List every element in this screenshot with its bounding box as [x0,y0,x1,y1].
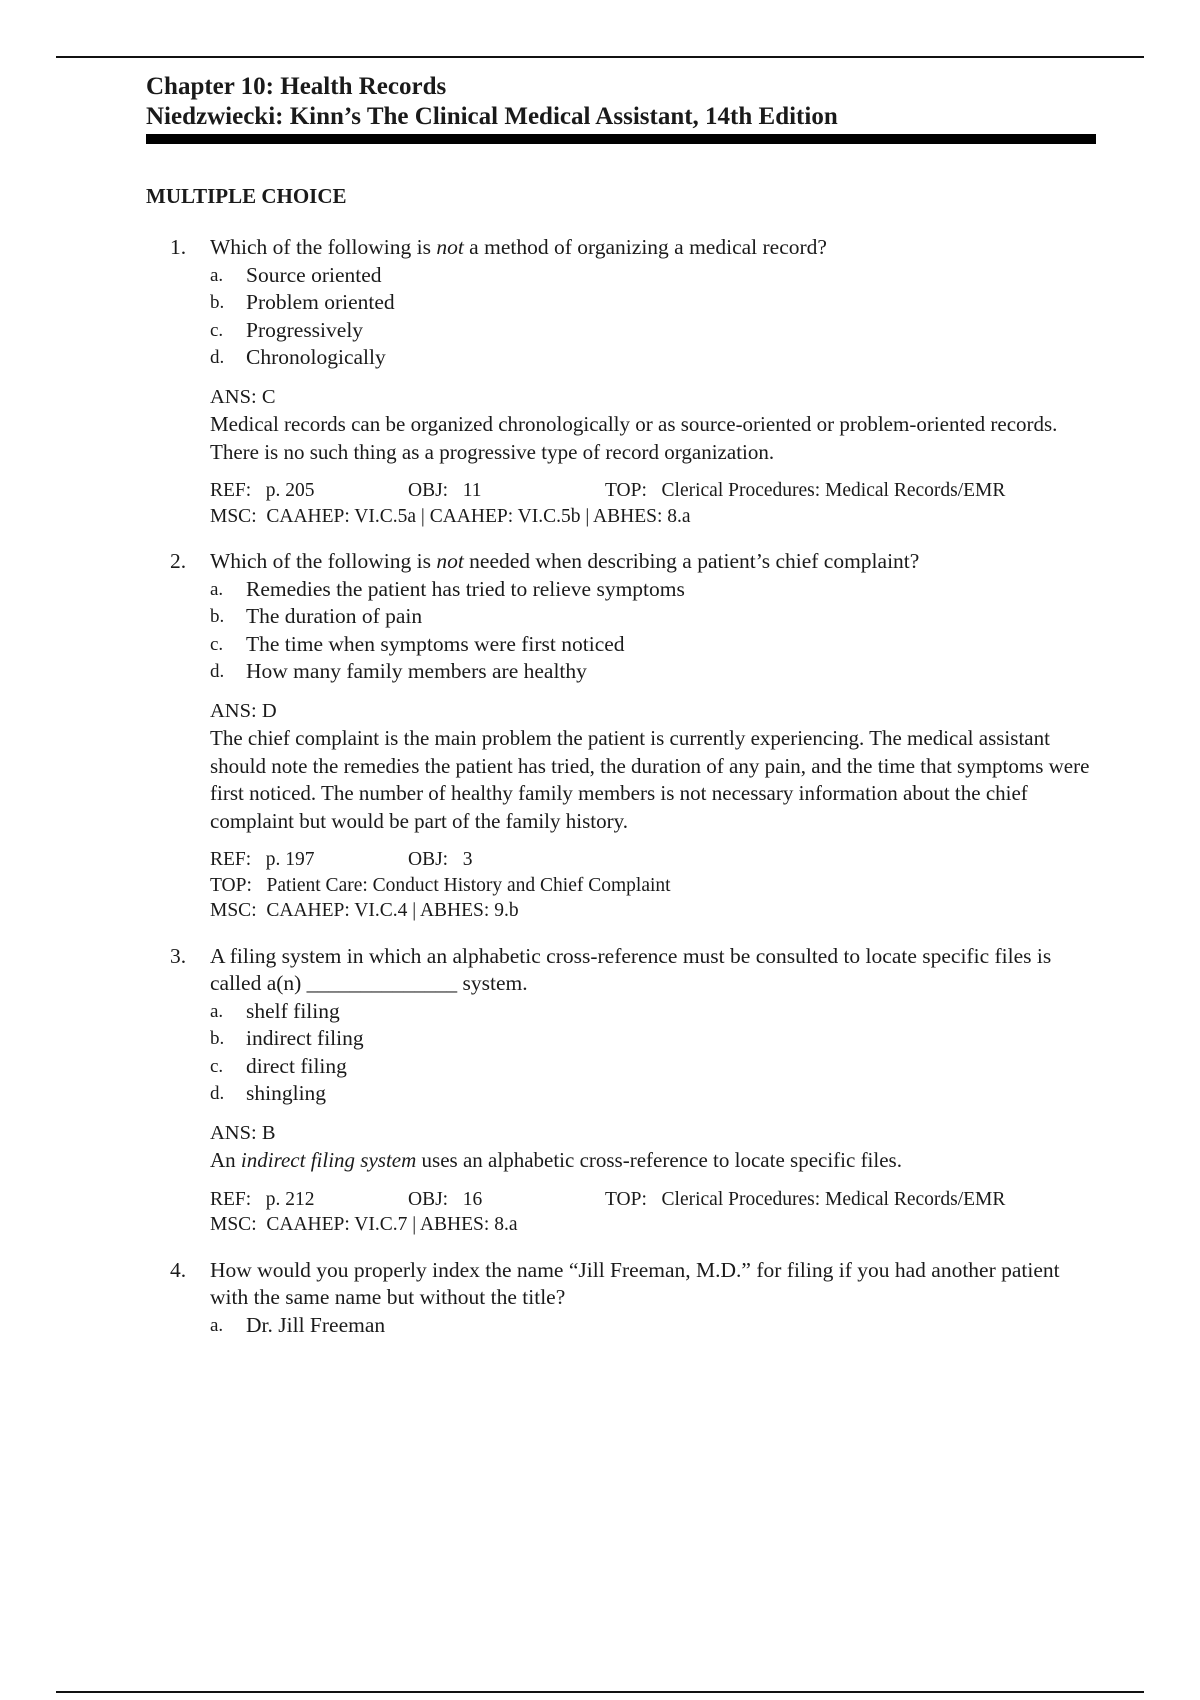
ref: REF: p. 205 [210,480,315,501]
question-4 [170,1257,1100,1340]
question-3 [170,943,1100,1238]
bottom-rule [56,1691,1144,1693]
question-number: 4. [170,1257,187,1282]
question-stem: Which of the following is not needed when describing a patient’s chief complaint? [210,549,920,573]
ref: REF: p. 197 [210,849,315,870]
option-a: a. shelf filing [210,998,340,1023]
question-stem: How would you properly index the name “Jill Freeman, M.D.” for filing if you had another patient with the same name but without the title? [210,1257,1060,1309]
option-a: a. Dr. Jill Freeman [210,1312,386,1337]
question-2 [170,548,1100,924]
msc: MSC: CAAHEP: VI.C.7 | ABHES: 8.a [210,1214,518,1235]
question-metadata [210,847,1100,924]
obj: OBJ: 11 [408,480,482,501]
option-a: a. Remedies the patient has tried to relieve symptoms [210,576,685,601]
option-d: d. Chronologically [210,345,386,369]
msc: MSC: CAAHEP: VI.C.4 | ABHES: 9.b [210,900,519,921]
topic: TOP: Clerical Procedures: Medical Records/EMR [605,480,1006,501]
book-title: Niedzwiecki: Kinn’s The Clinical Medical Assistant, 14th Edition [146,103,838,130]
ref: REF: p. 212 [210,1188,315,1210]
chapter-title: Chapter 10: Health Records [146,73,447,100]
question-stem: Which of the following is not a method of organizing a medical record? [210,235,827,259]
option-c: c. direct filing [210,1053,347,1078]
document-header [146,72,1096,144]
option-b: b. Problem oriented [210,290,395,314]
option-c: c. The time when symptoms were first noticed [210,631,625,656]
question-1 [170,234,1100,529]
option-b: b. The duration of pain [210,604,423,628]
question-list [170,234,1100,1358]
obj: OBJ: 16 [408,1188,483,1210]
option-d: d. How many family members are healthy [210,659,587,683]
option-c: c. Progressively [210,317,364,342]
question-stem: A filing system in which an alphabetic cross-reference must be consulted to locate specific files is called a(n) ______________ system. [210,943,1052,995]
answer: ANS: C [210,385,276,408]
topic: TOP: Patient Care: Conduct History and Chief Complaint [210,874,671,896]
obj: OBJ: 3 [408,849,473,870]
rationale: Medical records can be organized chronologically or as source-oriented or problem-oriented records. There is no such thing as a progressive type of record organization. [210,412,1058,464]
option-b: b. indirect filing [210,1026,364,1050]
question-metadata [210,478,1100,529]
question-metadata [210,1187,1100,1238]
section-title: MULTIPLE CHOICE [146,184,347,208]
header-bar [146,134,1096,144]
question-number: 2. [170,549,187,573]
answer: ANS: B [210,1121,276,1144]
rationale: The chief complaint is the main problem the patient is currently experiencing. The medical assistant should note the remedies the patient has tried, the duration of any pain, and the time that symptoms were first noticed. The number of healthy family members is not necessary information about the chief complaint but would be part of the family history. [210,726,1090,833]
top-rule [56,56,1144,58]
option-d: d. shingling [210,1081,327,1105]
msc: MSC: CAAHEP: VI.C.5a | CAAHEP: VI.C.5b | ABHES: 8.a [210,505,691,527]
option-a: a. Source oriented [210,262,382,287]
question-number: 1. [170,235,187,259]
rationale: An indirect filing system uses an alphabetic cross-reference to locate specific files. [210,1148,902,1172]
answer: ANS: D [210,699,277,722]
question-number: 3. [170,943,187,968]
topic: TOP: Clerical Procedures: Medical Records/EMR [605,1188,1006,1210]
